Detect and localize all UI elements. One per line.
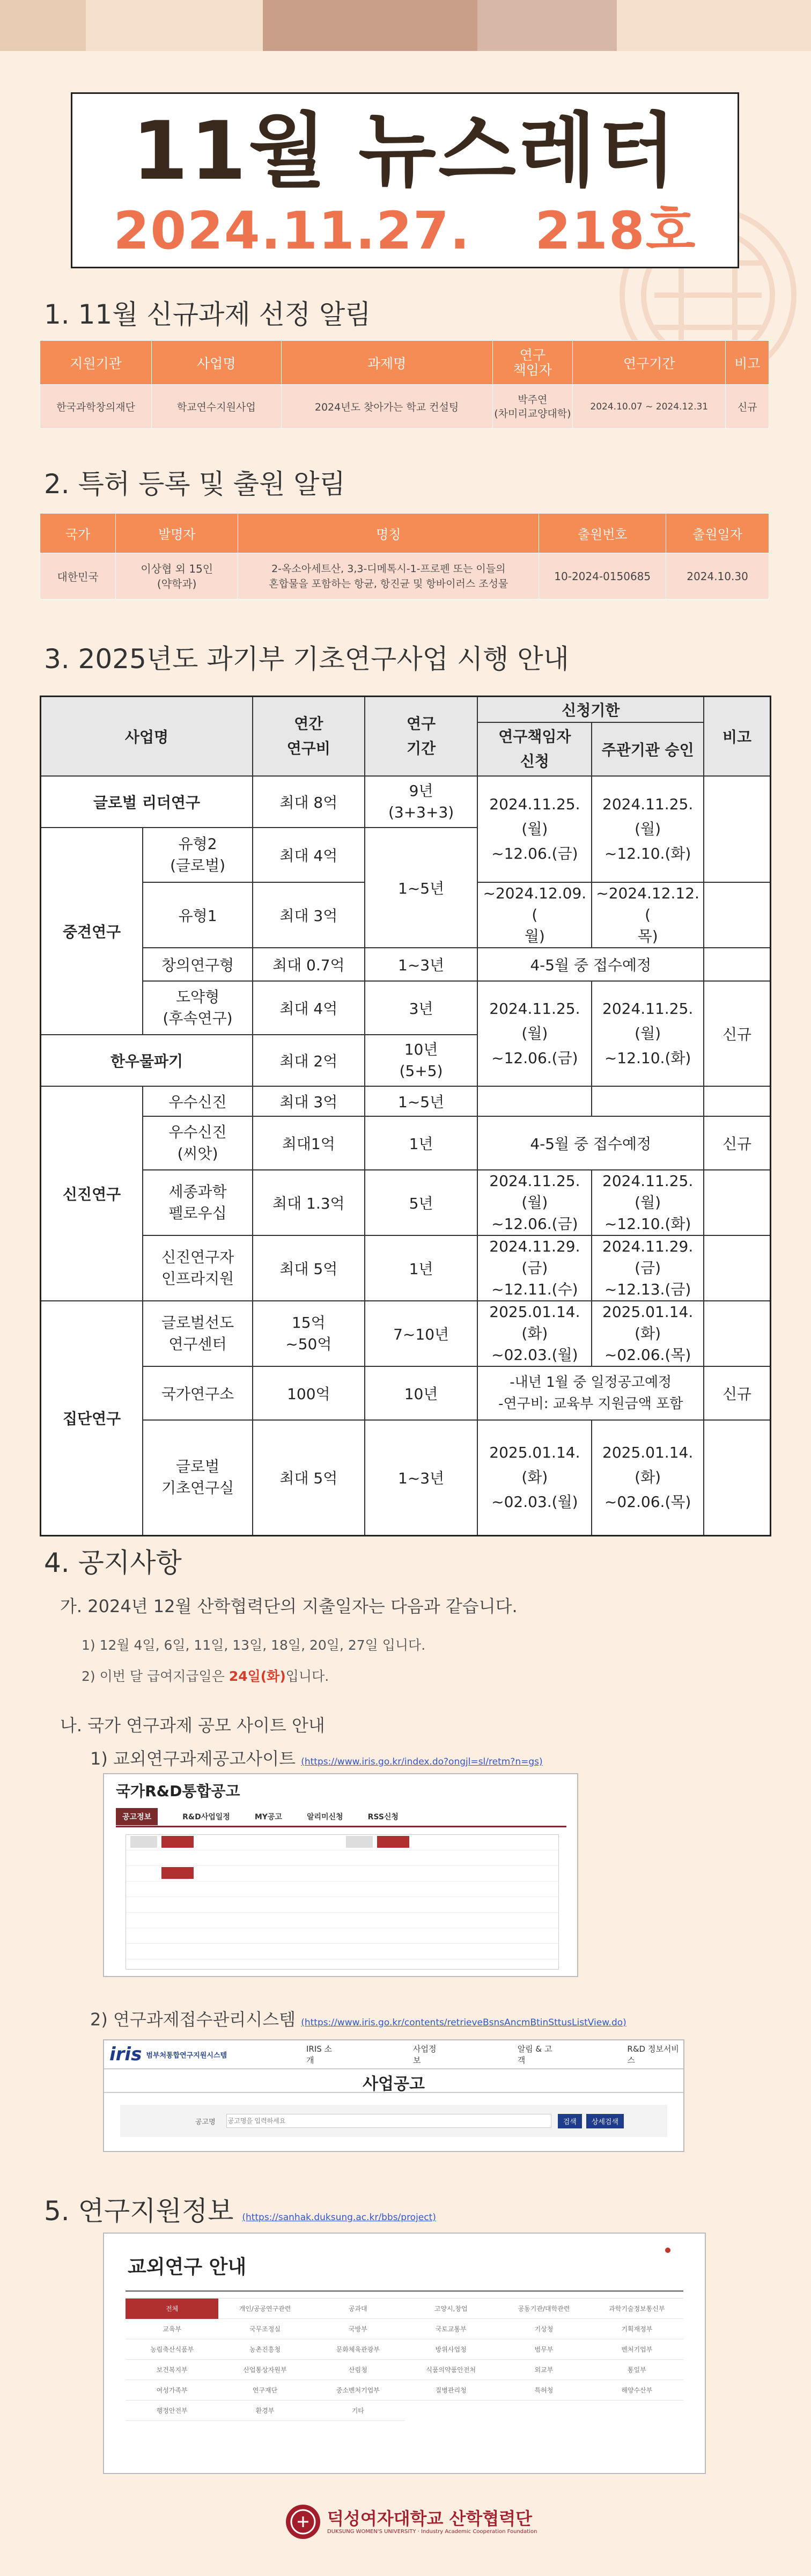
program-name: 한우물파기 xyxy=(41,1035,253,1086)
home-icon xyxy=(665,2248,670,2253)
table-cell: 3년 xyxy=(365,981,478,1035)
table-cell: 최대 3억 xyxy=(253,882,365,948)
category-item[interactable]: 환경부 xyxy=(218,2401,311,2421)
tab-notice[interactable]: 공고정보 xyxy=(116,1808,158,1825)
newsletter-header xyxy=(71,92,739,268)
site2-label xyxy=(90,2006,626,2031)
table-cell: 최대 4억 xyxy=(253,981,365,1035)
table-cell: 최대 1.3억 xyxy=(253,1170,365,1235)
iris-detail-button[interactable]: 상세검색 xyxy=(586,2114,624,2128)
basic-research-table xyxy=(40,696,771,1536)
col-header: 과제명 xyxy=(281,341,492,385)
table-cell: -내년 1월 중 일정공고예정 -연구비: 교육부 지원금액 포함 xyxy=(477,1366,704,1420)
sub-program: 우수신진 xyxy=(143,1086,253,1116)
table-cell: 이상협 외 15인 (약학과) xyxy=(116,553,238,599)
iris-nav-item[interactable]: R&D 정보서비스 xyxy=(627,2044,679,2065)
category-item[interactable]: 통일부 xyxy=(591,2360,683,2380)
iris-nav-item[interactable]: 알림 & 고객 xyxy=(517,2044,552,2065)
table-cell: 10년 (5+5) xyxy=(365,1035,478,1086)
research-info-screenshot xyxy=(103,2233,706,2474)
category-item[interactable]: 문화체육관광부 xyxy=(312,2339,404,2360)
category-item[interactable]: 식품의약품안전처 xyxy=(404,2360,497,2380)
col-header: 비고 xyxy=(726,341,769,385)
iris-system-name: 범부처통합연구지원시스템 xyxy=(146,2051,227,2060)
tab-schedule[interactable]: R&D사업일정 xyxy=(182,1813,230,1821)
sub-program: 신진연구자 인프라지원 xyxy=(143,1235,253,1301)
category-item[interactable]: 해양수산부 xyxy=(591,2380,683,2401)
sub-program: 국가연구소 xyxy=(143,1366,253,1420)
col-header: 연구책임자 신청 xyxy=(477,722,592,776)
table-cell: 최대 5억 xyxy=(253,1235,365,1301)
col-header: 사업명 xyxy=(152,341,281,385)
program-group: 중견연구 xyxy=(41,828,143,1035)
table-cell xyxy=(704,882,770,948)
sub-program: 도약형 (후속연구) xyxy=(143,981,253,1035)
table-cell: 2024.11.25.(월) ~12.06.(금) xyxy=(477,981,592,1086)
site1-label xyxy=(90,1745,543,1770)
issue-line xyxy=(72,201,738,260)
table-cell: 10년 xyxy=(365,1366,478,1420)
table-cell xyxy=(704,1420,770,1536)
table-cell: 1~5년 xyxy=(365,1086,478,1116)
category-item[interactable]: 범무부 xyxy=(497,2339,590,2360)
iris-page-title: 사업공고 xyxy=(104,2070,683,2093)
table-cell: 1~3년 xyxy=(365,948,478,981)
table-cell: 2024.11.25.(월) ~12.10.(화) xyxy=(592,981,704,1086)
sub-program: 세종과학 펠로우십 xyxy=(143,1170,253,1235)
col-header: 연구기간 xyxy=(573,341,726,385)
program-name: 글로벌 리더연구 xyxy=(41,776,253,828)
category-item[interactable]: 공동기관/대학관련 xyxy=(497,2299,590,2319)
category-item[interactable]: 여성가족부 xyxy=(126,2380,218,2401)
table-cell: 2025.01.14.(화) ~02.03.(월) xyxy=(477,1301,592,1366)
table-cell xyxy=(704,948,770,981)
table-cell: 9년 (3+3+3) xyxy=(365,776,478,828)
col-header: 신청기한 xyxy=(477,697,704,722)
tab-my[interactable]: MY공고 xyxy=(254,1813,282,1821)
top-decor-strip xyxy=(0,0,811,51)
category-item[interactable]: 외교부 xyxy=(497,2360,590,2380)
table-cell: 10-2024-0150685 xyxy=(539,553,666,599)
section3-title: 3. 2025년도 과기부 기초연구사업 시행 안내 xyxy=(44,643,569,675)
category-all[interactable]: 전체 xyxy=(126,2299,218,2319)
iris-nav-item[interactable]: 사업정보 xyxy=(413,2044,437,2065)
footer-logo xyxy=(284,2501,537,2544)
col-header: 출원일자 xyxy=(666,514,769,553)
table-cell: 신규 xyxy=(704,981,770,1086)
category-item[interactable]: 농림축산식품부 xyxy=(126,2339,218,2360)
table-cell: 2025.01.14.(화) ~02.03.(월) xyxy=(477,1420,592,1536)
sub-program: 창의연구형 xyxy=(143,948,253,981)
table-cell: 15억 ~50억 xyxy=(253,1301,365,1366)
table-cell: 2025.01.14.(화) ~02.06.(목) xyxy=(592,1420,704,1536)
sub-program: 유형2 (글로벌) xyxy=(143,828,253,882)
table-cell: 7~10년 xyxy=(365,1301,478,1366)
table-cell: ~2024.12.09.( 월) xyxy=(477,882,592,948)
iris-search-label: 공고명 xyxy=(195,2118,216,2126)
table-cell: 2-옥소아세트산, 3,3-디메톡시-1-프로펜 또는 이들의 혼합물을 포함하는 항균, 항진균 및 항바이러스 조성물 xyxy=(238,553,539,599)
table-cell: 신규 xyxy=(726,385,769,429)
table-cell: 최대 0.7억 xyxy=(253,948,365,981)
table-cell: ~2024.12.12.( 목) xyxy=(592,882,704,948)
program-group: 신진연구 xyxy=(41,1086,143,1301)
table-cell: 신규 xyxy=(704,1116,770,1170)
university-seal-icon xyxy=(284,2503,322,2541)
notice-na: 나. 국가 연구과제 공모 사이트 안내 xyxy=(60,1715,325,1736)
col-header: 발명자 xyxy=(116,514,238,553)
site1-name: 1) 교외연구과제공고사이트 xyxy=(90,1748,296,1769)
col-header: 연구 책임자 xyxy=(492,341,572,385)
payday: 24일(화) xyxy=(228,1668,286,1684)
table-cell: 100억 xyxy=(253,1366,365,1420)
table-cell xyxy=(592,1086,704,1116)
footer-university: 덕성여자대학교 산학협력단 xyxy=(327,2508,533,2529)
category-item[interactable]: 국방부 xyxy=(312,2319,404,2339)
col-header: 비고 xyxy=(704,697,770,776)
notice-ga-2 xyxy=(82,1666,329,1685)
category-item[interactable]: 행정안전부 xyxy=(126,2401,218,2421)
category-item[interactable]: 벤처기업부 xyxy=(591,2339,683,2360)
table-cell: 박주연 (차미리교양대학) xyxy=(492,385,572,429)
sub-program: 글로벌 기초연구실 xyxy=(143,1420,253,1536)
col-header: 주관기관 승인 xyxy=(592,722,704,776)
site1-tabs xyxy=(116,1807,566,1827)
newsletter-title: 11월 뉴스레터 xyxy=(132,105,678,198)
table-cell: 2024.11.29.(금) ~12.13.(금) xyxy=(592,1235,704,1301)
notice-ga-2-post: 입니다. xyxy=(285,1668,329,1684)
site1-link[interactable]: (https://www.iris.go.kr/index.do?ongjl=sl/retm?n=gs) xyxy=(301,1757,543,1767)
table-cell xyxy=(704,776,770,882)
section1-title: 1. 11월 신규과제 선정 알림 xyxy=(44,299,371,330)
table-cell: 2024.11.25.(월) ~12.10.(화) xyxy=(592,1170,704,1235)
table-cell: 2024.11.25.(월) ~12.10.(화) xyxy=(592,776,704,882)
col-header: 연구 기간 xyxy=(365,697,478,776)
category-item[interactable]: 산림청 xyxy=(312,2360,404,2380)
iris-nav xyxy=(104,2040,683,2069)
category-item[interactable]: 기상청 xyxy=(497,2319,590,2339)
section4-title: 4. 공지사항 xyxy=(44,1547,182,1578)
iris-screenshot xyxy=(103,2039,684,2152)
table-cell: 대한민국 xyxy=(40,553,116,599)
category-item[interactable]: 교육부 xyxy=(126,2319,218,2339)
sub-program: 우수신진 (씨앗) xyxy=(143,1116,253,1170)
table-cell: 최대 3억 xyxy=(253,1086,365,1116)
research-info-title: 교외연구 안내 xyxy=(128,2256,247,2278)
col-header: 사업명 xyxy=(41,697,253,776)
new-project-table xyxy=(40,340,769,429)
footer-english: DUKSUNG WOMEN'S UNIVERSITY · Industry Academic Cooperation Foundation xyxy=(327,2529,537,2535)
issue-date: 2024.11.27. xyxy=(113,201,471,261)
col-header: 연간 연구비 xyxy=(253,697,365,776)
sub-program: 유형1 xyxy=(143,882,253,948)
table-cell: 2025.01.14.(화) ~02.06.(목) xyxy=(592,1301,704,1366)
table-cell: 1년 xyxy=(365,1235,478,1301)
category-item[interactable]: 국토교통부 xyxy=(404,2319,497,2339)
category-item[interactable]: 기획재정부 xyxy=(591,2319,683,2339)
table-cell xyxy=(704,1170,770,1235)
table-cell: 최대1억 xyxy=(253,1116,365,1170)
table-cell: 4-5월 중 접수예정 xyxy=(477,1116,704,1170)
table-cell xyxy=(704,1301,770,1366)
issue-number: 218호 xyxy=(535,201,697,261)
col-header: 국가 xyxy=(40,514,116,553)
category-item[interactable]: 질병관리청 xyxy=(404,2380,497,2401)
iris-search-input[interactable] xyxy=(226,2114,551,2128)
patent-table xyxy=(40,513,769,599)
category-item[interactable]: 산업통상자원부 xyxy=(218,2360,311,2380)
col-header: 출원번호 xyxy=(539,514,666,553)
table-cell: 2024.10.30 xyxy=(666,553,769,599)
table-cell: 2024년도 찾아가는 학교 컨설팅 xyxy=(281,385,492,429)
table-cell xyxy=(477,1086,592,1116)
category-item[interactable]: 고양시,창업 xyxy=(404,2299,497,2319)
table-cell: 5년 xyxy=(365,1170,478,1235)
table-cell: 1년 xyxy=(365,1116,478,1170)
category-item[interactable]: 개인/공공연구관련 xyxy=(218,2299,311,2319)
program-group: 집단연구 xyxy=(41,1301,143,1536)
category-item[interactable]: 기타 xyxy=(312,2401,404,2421)
col-header: 지원기관 xyxy=(40,341,152,385)
category-item[interactable]: 공과대 xyxy=(312,2299,404,2319)
col-header: 명칭 xyxy=(238,514,539,553)
notice-ga-1: 1) 12월 4일, 6일, 11일, 13일, 18일, 20일, 27일 입니다. xyxy=(82,1637,426,1653)
table-cell: 최대 5억 xyxy=(253,1420,365,1536)
table-cell: 최대 2억 xyxy=(253,1035,365,1086)
table-cell: 2024.11.25.(월) ~12.06.(금) xyxy=(477,776,592,882)
category-item[interactable]: 농촌진흥청 xyxy=(218,2339,311,2360)
category-item[interactable]: 특허청 xyxy=(497,2380,590,2401)
section5-title xyxy=(44,2190,436,2228)
table-cell: 4-5월 중 접수예정 xyxy=(477,948,704,981)
table-cell xyxy=(704,1235,770,1301)
table-cell: 1~5년 xyxy=(365,828,478,948)
notice-ga: 가. 2024년 12월 산학협력단의 지출일자는 다음과 같습니다. xyxy=(60,1596,518,1616)
table-cell: 1~3년 xyxy=(365,1420,478,1536)
table-cell xyxy=(704,1086,770,1116)
rnd-site-screenshot xyxy=(103,1773,578,1977)
tab-rss[interactable]: RSS신청 xyxy=(367,1813,399,1821)
tab-alert[interactable]: 알리미신청 xyxy=(306,1813,343,1821)
category-item[interactable]: 방위사업청 xyxy=(404,2339,497,2360)
category-item[interactable]: 보건복지부 xyxy=(126,2360,218,2380)
category-item[interactable]: 중소벤처기업부 xyxy=(312,2380,404,2401)
iris-search-bar xyxy=(120,2105,667,2137)
iris-search-button[interactable]: 검색 xyxy=(558,2114,582,2128)
table-cell: 최대 4억 xyxy=(253,828,365,882)
table-cell: 2024.11.25.(월) ~12.06.(금) xyxy=(477,1170,592,1235)
notice-ga-2-pre: 2) 이번 달 급여지급일은 xyxy=(82,1668,229,1684)
table-cell: 2024.10.07 ~ 2024.12.31 xyxy=(573,385,726,429)
site2-link[interactable]: (https://www.iris.go.kr/contents/retrieveBsnsAncmBtinSttusListView.do) xyxy=(301,2017,626,2028)
sub-program: 글로벌선도 연구센터 xyxy=(143,1301,253,1366)
section2-title: 2. 특허 등록 및 출원 알림 xyxy=(44,469,345,500)
table-cell: 한국과학창의재단 xyxy=(40,385,152,429)
site1-filter-grid xyxy=(126,1834,559,1970)
table-cell: 최대 8억 xyxy=(253,776,365,828)
site2-name: 2) 연구과제접수관리시스템 xyxy=(90,2009,296,2030)
category-item[interactable]: 연구재단 xyxy=(218,2380,311,2401)
category-item[interactable]: 국무조정실 xyxy=(218,2319,311,2339)
category-grid xyxy=(126,2298,683,2421)
table-cell: 신규 xyxy=(704,1366,770,1420)
iris-nav-item[interactable]: IRIS 소개 xyxy=(306,2044,333,2065)
site1-title: 국가R&D통합공고 xyxy=(116,1782,240,1800)
table-cell: 학교연수지원사업 xyxy=(152,385,281,429)
iris-logo: iris xyxy=(109,2044,142,2065)
section5-link[interactable]: (https://sanhak.duksung.ac.kr/bbs/project) xyxy=(242,2212,436,2223)
table-cell: 2024.11.29.(금) ~12.11.(수) xyxy=(477,1235,592,1301)
section5-title-text: 5. 연구지원정보 xyxy=(44,2196,234,2227)
category-item[interactable]: 과학기술정보통신부 xyxy=(591,2299,683,2319)
